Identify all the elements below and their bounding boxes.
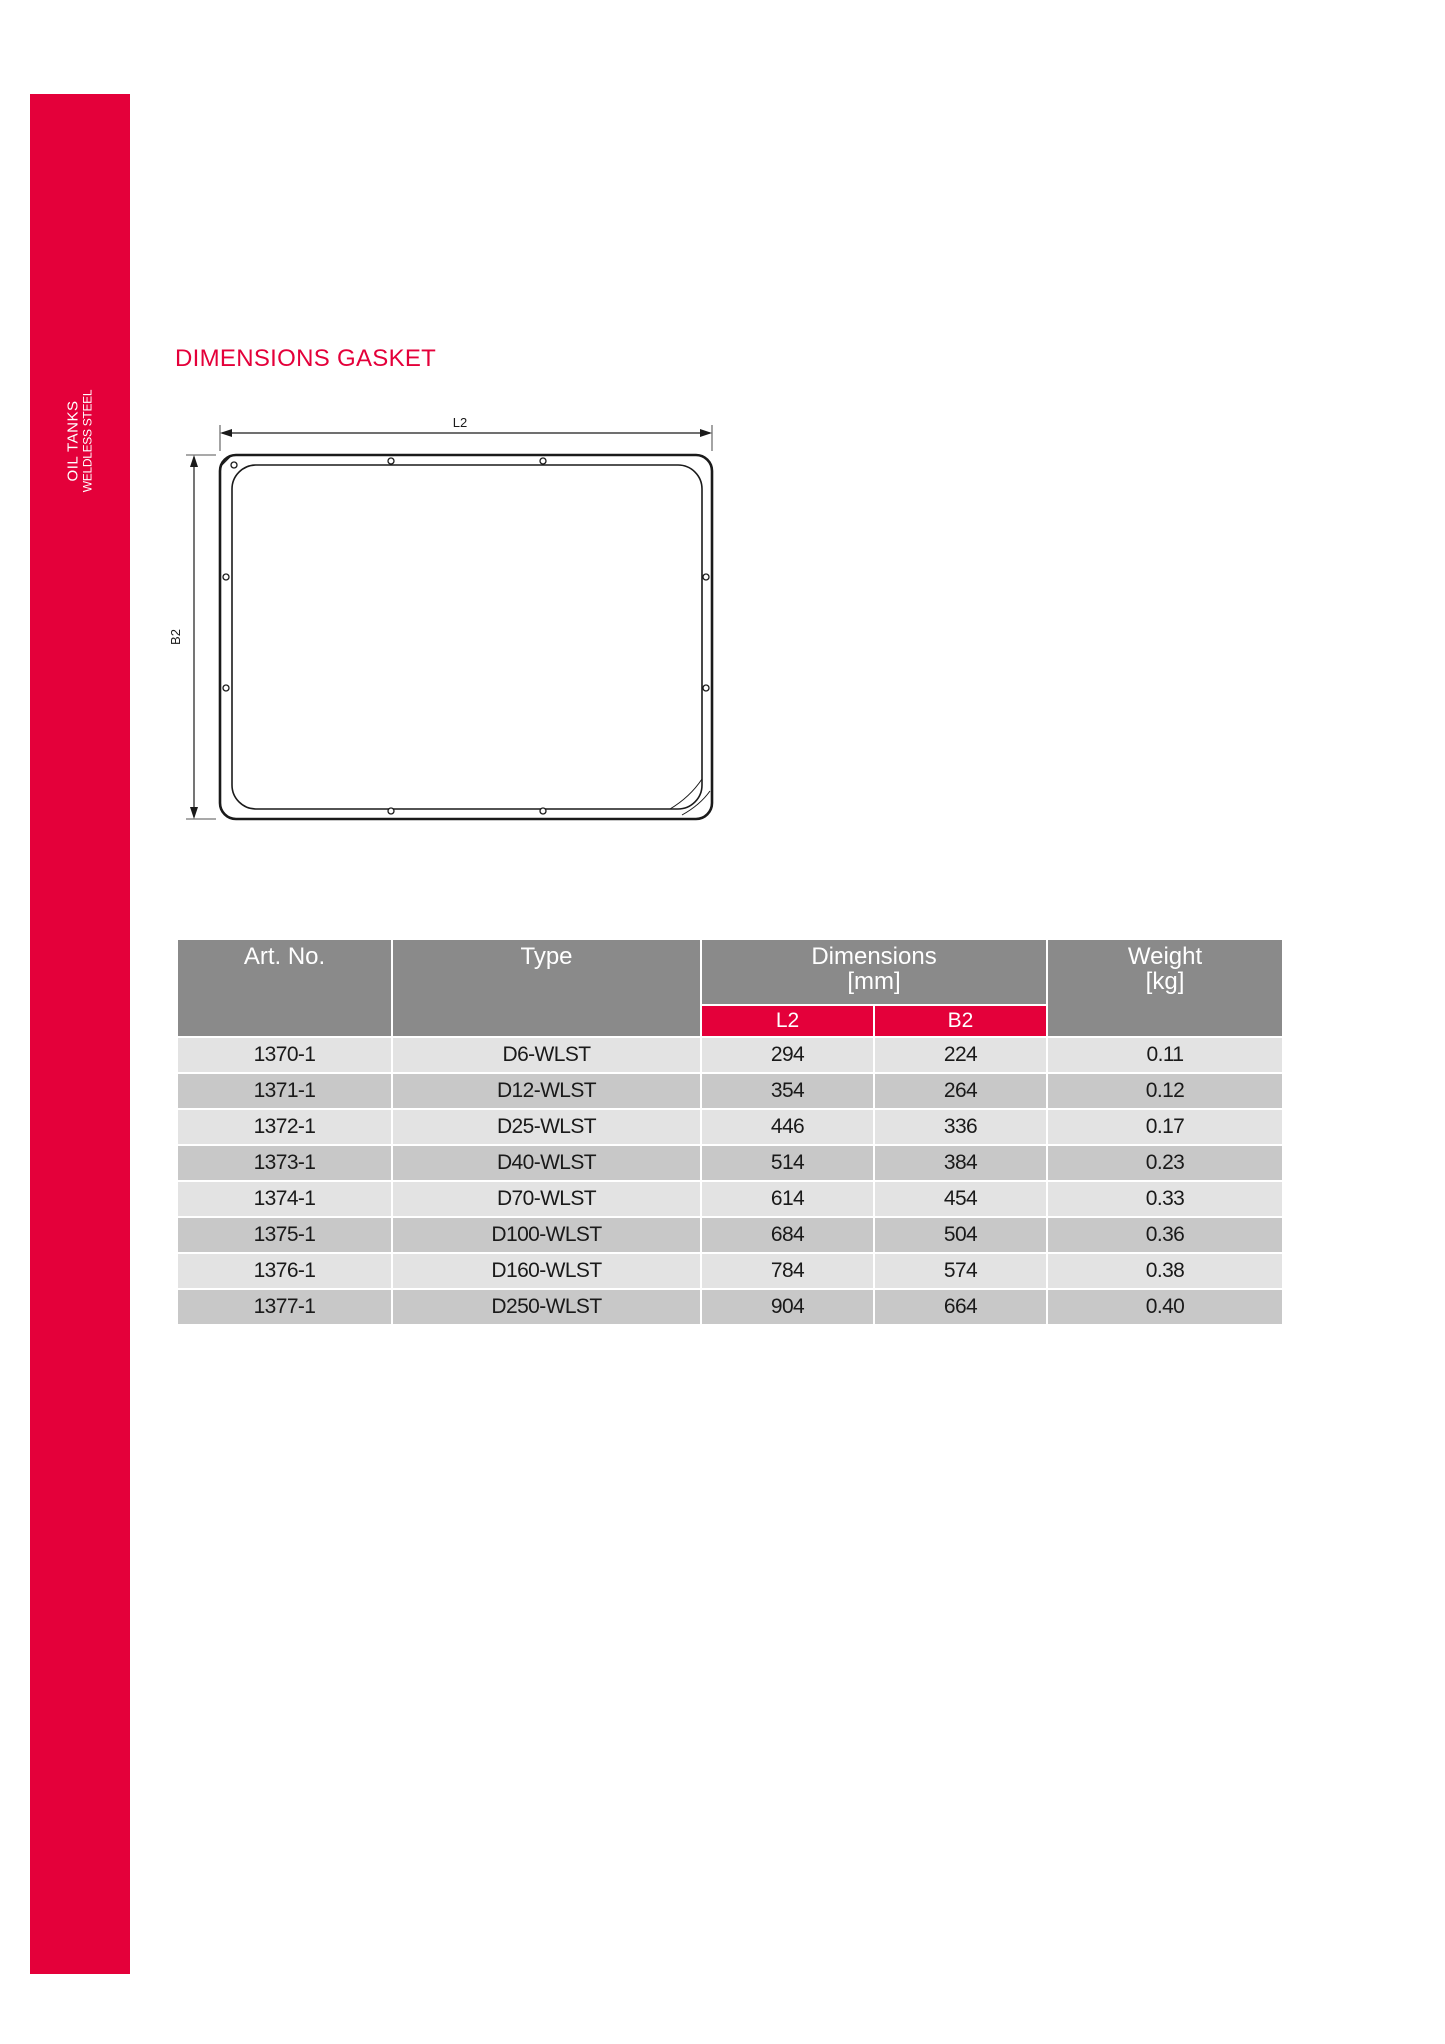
cell-l2: 904	[701, 1289, 874, 1325]
bolt-hole	[703, 574, 709, 580]
cell-weight: 0.38	[1047, 1253, 1283, 1289]
bolt-hole	[388, 808, 394, 814]
header-type	[392, 939, 701, 1037]
header-weight-unit: [kg]	[1145, 968, 1185, 996]
cell-art-no: 1373-1	[177, 1145, 392, 1181]
cell-weight: 0.23	[1047, 1145, 1283, 1181]
table-row	[177, 1253, 1283, 1289]
cell-art-no: 1377-1	[177, 1289, 392, 1325]
cell-b2: 574	[874, 1253, 1047, 1289]
cell-type: D250-WLST	[392, 1289, 701, 1325]
cell-b2: 664	[874, 1289, 1047, 1325]
bolt-hole	[540, 458, 546, 464]
cell-b2: 336	[874, 1109, 1047, 1145]
side-bar-label-subcategory: WELDLESS STEEL	[80, 389, 95, 493]
arrowhead-l2-right	[700, 429, 712, 437]
header-dimensions-unit: [mm]	[847, 968, 901, 996]
corner-detail-bottom-right-2	[682, 791, 710, 815]
header-weight-label: Weight	[1127, 943, 1203, 970]
cell-art-no: 1374-1	[177, 1181, 392, 1217]
header-dimensions-label: Dimensions	[811, 943, 937, 970]
section-title: DIMENSIONS GASKET	[175, 345, 437, 372]
cell-type: D6-WLST	[392, 1037, 701, 1073]
header-type-label: Type	[520, 943, 573, 970]
arrowhead-l2-left	[220, 429, 232, 437]
cell-l2: 784	[701, 1253, 874, 1289]
cell-type: D100-WLST	[392, 1217, 701, 1253]
cell-type: D70-WLST	[392, 1181, 701, 1217]
gasket-outer-outline	[220, 455, 712, 819]
table-row	[177, 1073, 1283, 1109]
header-art-no	[177, 939, 392, 1037]
bolt-hole	[223, 574, 229, 580]
cell-art-no: 1372-1	[177, 1109, 392, 1145]
bolt-hole	[388, 458, 394, 464]
cell-l2: 514	[701, 1145, 874, 1181]
bolt-hole	[223, 685, 229, 691]
cell-art-no: 1376-1	[177, 1253, 392, 1289]
arrowhead-b2-top	[190, 455, 198, 467]
cell-type: D40-WLST	[392, 1145, 701, 1181]
cell-weight: 0.12	[1047, 1073, 1283, 1109]
cell-type: D12-WLST	[392, 1073, 701, 1109]
header-dimensions	[701, 939, 1047, 1005]
dimension-label-b2: B2	[168, 629, 183, 645]
arrowhead-b2-bottom	[190, 807, 198, 819]
cell-art-no: 1371-1	[177, 1073, 392, 1109]
gasket-spec-table	[176, 938, 1284, 1326]
bolt-hole	[540, 808, 546, 814]
header-b2: B2	[874, 1005, 1047, 1037]
dimension-label-l2: L2	[452, 415, 468, 430]
table-row	[177, 1109, 1283, 1145]
cell-weight: 0.33	[1047, 1181, 1283, 1217]
table-row	[177, 1217, 1283, 1253]
cell-b2: 264	[874, 1073, 1047, 1109]
gasket-drawing	[170, 405, 730, 825]
bolt-hole	[231, 462, 237, 468]
cell-weight: 0.36	[1047, 1217, 1283, 1253]
cell-weight: 0.11	[1047, 1037, 1283, 1073]
bolt-hole	[703, 685, 709, 691]
corner-detail-top-left	[220, 455, 232, 467]
table-row	[177, 1289, 1283, 1325]
cell-l2: 446	[701, 1109, 874, 1145]
cell-art-no: 1370-1	[177, 1037, 392, 1073]
header-art-no-label: Art. No.	[243, 943, 326, 970]
cell-b2: 504	[874, 1217, 1047, 1253]
cell-l2: 614	[701, 1181, 874, 1217]
header-l2: L2	[701, 1005, 874, 1037]
side-bar-label	[64, 390, 95, 493]
cell-l2: 354	[701, 1073, 874, 1109]
cell-type: D160-WLST	[392, 1253, 701, 1289]
table-row	[177, 1181, 1283, 1217]
gasket-inner-outline	[232, 465, 702, 809]
cell-weight: 0.40	[1047, 1289, 1283, 1325]
cell-b2: 224	[874, 1037, 1047, 1073]
cell-weight: 0.17	[1047, 1109, 1283, 1145]
side-bar-label-category: OIL TANKS	[64, 400, 82, 482]
cell-b2: 454	[874, 1181, 1047, 1217]
cell-b2: 384	[874, 1145, 1047, 1181]
cell-l2: 294	[701, 1037, 874, 1073]
header-weight	[1047, 939, 1283, 1037]
table-row	[177, 1037, 1283, 1073]
cell-type: D25-WLST	[392, 1109, 701, 1145]
cell-art-no: 1375-1	[177, 1217, 392, 1253]
table-row	[177, 1145, 1283, 1181]
side-bar	[30, 94, 130, 1974]
cell-l2: 684	[701, 1217, 874, 1253]
